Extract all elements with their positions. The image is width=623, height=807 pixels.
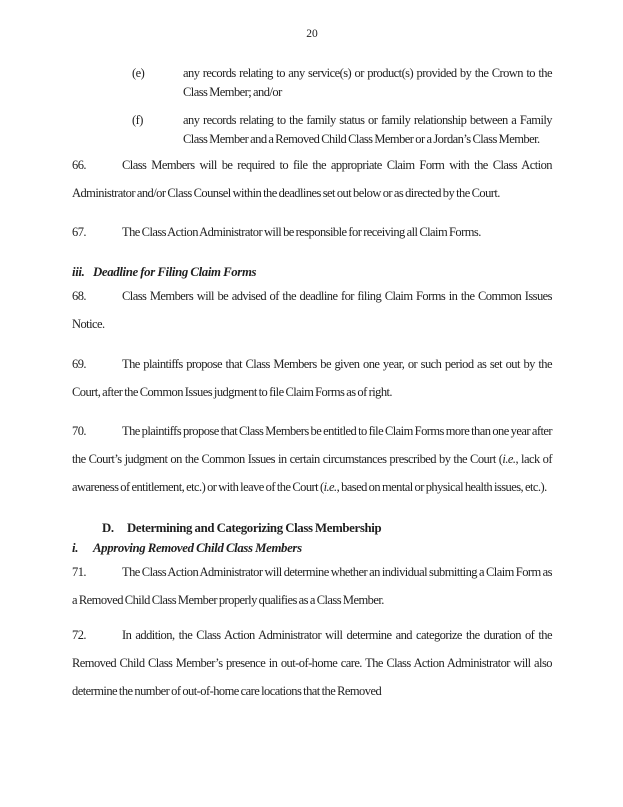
subclause-f-label: (f) (132, 113, 143, 127)
subclause-f (132, 111, 552, 149)
paragraph-72 (72, 621, 552, 705)
paragraph-66-text: Class Members will be required to file the appropriate Claim Form with the Class Action Administrator and/or Class Counsel within the deadlines set out below or as directed by the Court. (72, 158, 552, 200)
subclause-f-text: any records relating to the family status or family relationship between a Family Class Member and a Removed Child Class Member or a Jordan’s Class Member. (183, 113, 552, 146)
paragraph-70-text-b: , lack of awareness of entitlement, etc.) or with leave of the Court ( (72, 452, 552, 494)
subclause-e-text: any records relating to any service(s) or product(s) provided by the Crown to the Class Member; and/or (183, 66, 552, 99)
paragraph-69 (72, 350, 552, 406)
paragraph-71 (72, 558, 552, 614)
paragraph-66 (72, 151, 552, 207)
paragraph-70-italic-ie-1: i.e. (502, 452, 516, 466)
paragraph-67 (72, 218, 552, 246)
paragraph-68-number: 68. (72, 289, 86, 303)
heading-iii-text: Deadline for Filing Claim Forms (93, 265, 257, 279)
page-number: 20 (306, 28, 318, 40)
paragraph-68 (72, 282, 552, 338)
paragraph-70-text-c: , based on mental or physical health issues, etc.). (336, 480, 547, 494)
subclause-e-label: (e) (132, 66, 145, 80)
heading-i-number: i. (72, 541, 79, 555)
paragraph-70-italic-ie-2: i.e. (323, 480, 337, 494)
heading-i-text: Approving Removed Child Class Members (93, 541, 302, 555)
heading-d-number: D. (102, 521, 114, 535)
paragraph-69-number: 69. (72, 357, 86, 371)
heading-iii-deadline-for-filing-claim-forms (72, 262, 552, 282)
paragraph-72-number: 72. (72, 628, 86, 642)
heading-d-determining-and-categorizing-class-membership (102, 518, 552, 538)
paragraph-70-number: 70. (72, 424, 86, 438)
paragraph-70 (72, 417, 552, 501)
paragraph-66-number: 66. (72, 158, 86, 172)
paragraph-70-text-a: The plaintiffs propose that Class Members be entitled to file Claim Forms more than one year after the Court’s judgment on the Common Issues in certain circumstances prescribed by the Court ( (72, 424, 552, 466)
heading-iii-number: iii. (72, 265, 85, 279)
paragraph-69-text: The plaintiffs propose that Class Members be given one year, or such period as set out by the Court, after the Common Issues judgment to file Claim Forms as of right. (72, 357, 552, 399)
paragraph-72-text: In addition, the Class Action Administrator will determine and categorize the duration of the Removed Child Class Member’s presence in out-of-home care. The Class Action Administrator will also determine the number of out-of-home care locations that the Removed (72, 628, 552, 698)
subclause-e (132, 64, 552, 102)
paragraph-71-text: The Class Action Administrator will determine whether an individual submitting a Claim Form as a Removed Child Class Member properly qualifies as a Class Member. (72, 565, 552, 607)
paragraph-67-text: The Class Action Administrator will be responsible for receiving all Claim Forms. (122, 225, 481, 239)
paragraph-68-text: Class Members will be advised of the deadline for filing Claim Forms in the Common Issues Notice. (72, 289, 552, 331)
paragraph-71-number: 71. (72, 565, 86, 579)
heading-d-text: Determining and Categorizing Class Membership (127, 521, 382, 535)
heading-i-approving-removed-child-class-members (72, 538, 552, 558)
paragraph-67-number: 67. (72, 225, 86, 239)
